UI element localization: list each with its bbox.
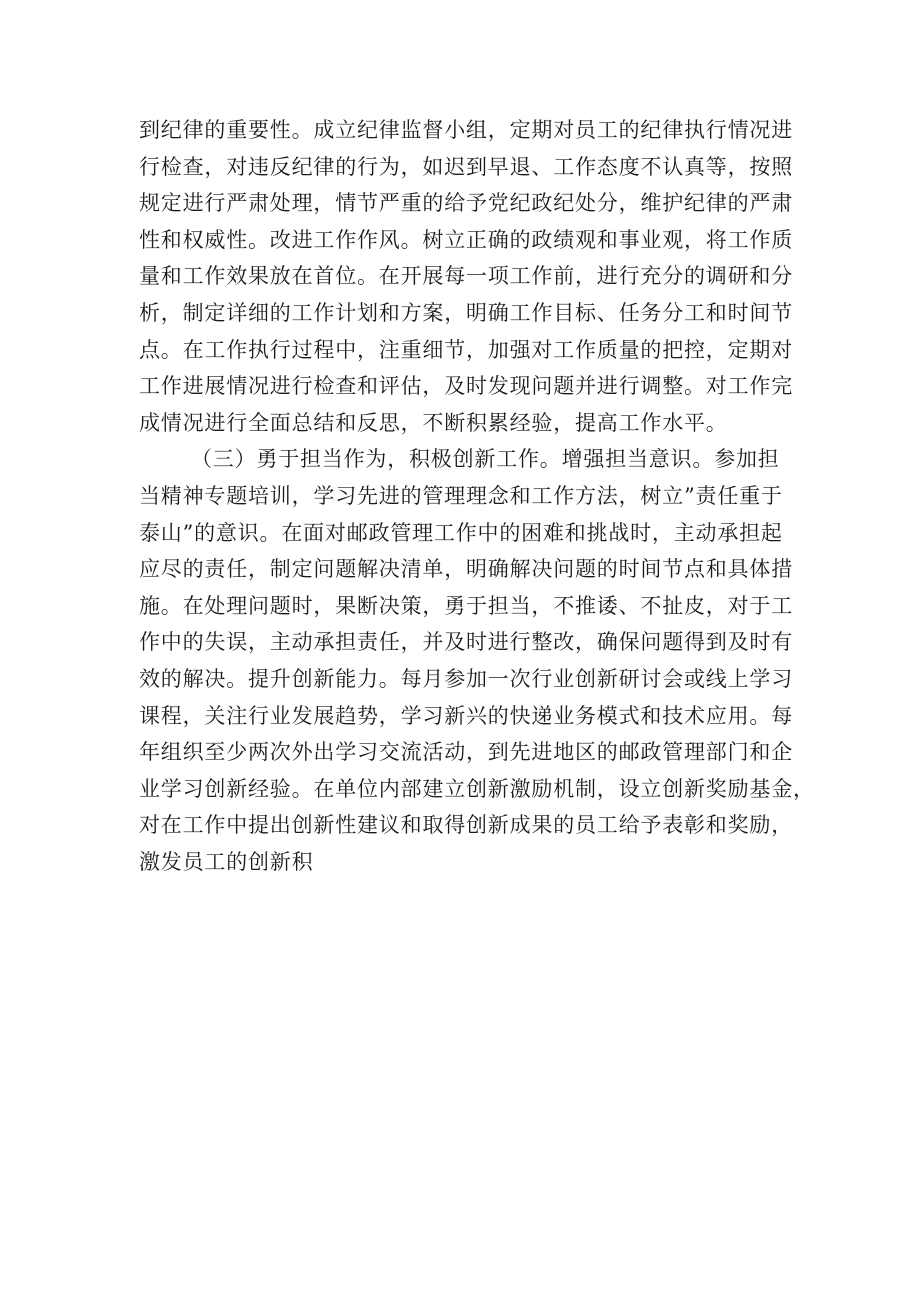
text-line: 作中的失误，主动承担责任，并及时进行整改，确保问题得到及时有 [139, 630, 793, 655]
text-line: 析，制定详细的工作计划和方案，明确工作目标、任务分工和时间节 [139, 300, 793, 325]
text-line: 效的解决。提升创新能力。每月参加一次行业创新研讨会或线上学习 [139, 666, 793, 691]
text-line: 工作进展情况进行检查和评估，及时发现问题并进行调整。对工作完 [139, 374, 793, 399]
text-line: 成情况进行全面总结和反思，不断积累经验，提高工作水平。 [139, 410, 728, 435]
text-line: 应尽的责任，制定问题解决清单，明确解决问题的时间节点和具体措 [139, 557, 793, 582]
text-line: 施。在处理问题时，果断决策，勇于担当，不推诿、不扯皮，对于工 [139, 593, 793, 618]
section-heading-line: （三）勇于担当作为，积极创新工作。增强担当意识。参加担 [191, 447, 780, 472]
text-line: 规定进行严肃处理，情节严重的给予党纪政纪处分，维护纪律的严肃 [139, 191, 793, 216]
text-line: 业学习创新经验。在单位内部建立创新激励机制，设立创新奖励基金， [139, 776, 815, 801]
text-line: 点。在工作执行过程中，注重细节，加强对工作质量的把控，定期对 [139, 337, 793, 362]
text-line: 当精神专题培训，学习先进的管理理念和工作方法，树立”责任重于 [139, 483, 783, 508]
text-line: 性和权威性。改进工作作风。树立正确的政绩观和事业观，将工作质 [139, 227, 793, 252]
text-line: 泰山”的意识。在面对邮政管理工作中的困难和挑战时，主动承担起 [139, 520, 783, 545]
text-line: 到纪律的重要性。成立纪律监督小组，定期对员工的纪律执行情况进 [139, 118, 793, 142]
text-line: 对在工作中提出创新性建议和取得创新成果的员工给予表彰和奖励， [139, 813, 793, 838]
text-line: 激发员工的创新积 [139, 849, 314, 874]
document-body [139, 112, 815, 880]
text-line: 课程，关注行业发展趋势，学习新兴的快递业务模式和技术应用。每 [139, 703, 793, 728]
text-line: 量和工作效果放在首位。在开展每一项工作前，进行充分的调研和分 [139, 264, 793, 289]
text-line: 行检查，对违反纪律的行为，如迟到早退、工作态度不认真等，按照 [139, 154, 793, 179]
text-line: 年组织至少两次外出学习交流活动，到先进地区的邮政管理部门和企 [139, 740, 793, 765]
